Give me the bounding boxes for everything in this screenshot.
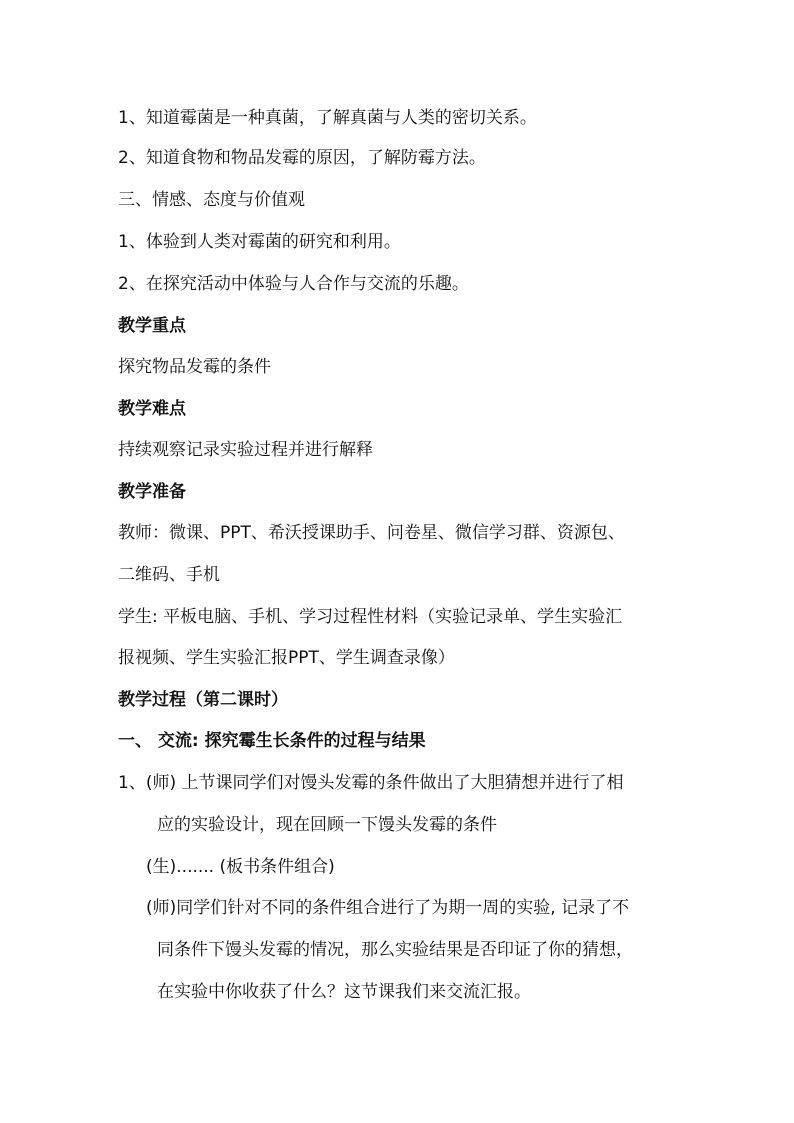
text-line: 1、知道霉菌是一种真菌，了解真菌与人类的密切关系。 <box>118 108 537 128</box>
heading-key-points: 教学重点 <box>118 316 186 336</box>
text-line: 在实验中你收获了什么？这节课我们来交流汇报。 <box>157 982 531 1002</box>
text-line: (生)....... (板书条件组合) <box>146 857 335 877</box>
text-line: 1、体验到人类对霉菌的研究和利用。 <box>118 232 401 252</box>
heading-step-one: 一、 交流: 探究霉生长条件的过程与结果 <box>118 731 426 751</box>
heading-difficulties: 教学难点 <box>118 399 186 419</box>
text-line: 2、在探究活动中体验与人合作与交流的乐趣。 <box>118 274 469 294</box>
text-line: 二维码、手机 <box>118 565 220 585</box>
text-line: 应的实验设计，现在回顾一下馒头发霉的条件 <box>157 815 497 835</box>
text-line: 持续观察记录实验过程并进行解释 <box>118 440 373 460</box>
text-line: 2、知道食物和物品发霉的原因，了解防霉方法。 <box>118 148 486 168</box>
text-line: 同条件下馒头发霉的情况，那么实验结果是否印证了你的猜想， <box>157 940 633 960</box>
text-line: (师)同学们针对不同的条件组合进行了为期一周的实验, 记录了不 <box>146 898 630 918</box>
text-line: 学生: 平板电脑、手机、学习过程性材料（实验记录单、学生实验汇 <box>118 607 623 627</box>
text-line: 1、(师) 上节课同学们对馒头发霉的条件做出了大胆猜想并进行了相 <box>118 773 624 793</box>
heading-preparation: 教学准备 <box>118 482 186 502</box>
text-line: 报视频、学生实验汇报PPT、学生调查录像） <box>118 648 455 668</box>
text-line: 探究物品发霉的条件 <box>118 357 271 377</box>
heading-process: 教学过程（第二课时） <box>118 690 288 710</box>
text-line: 教师：微课、PPT、希沃授课助手、问卷星、微信学习群、资源包、 <box>118 523 625 543</box>
section-heading: 三、情感、态度与价值观 <box>118 190 305 210</box>
